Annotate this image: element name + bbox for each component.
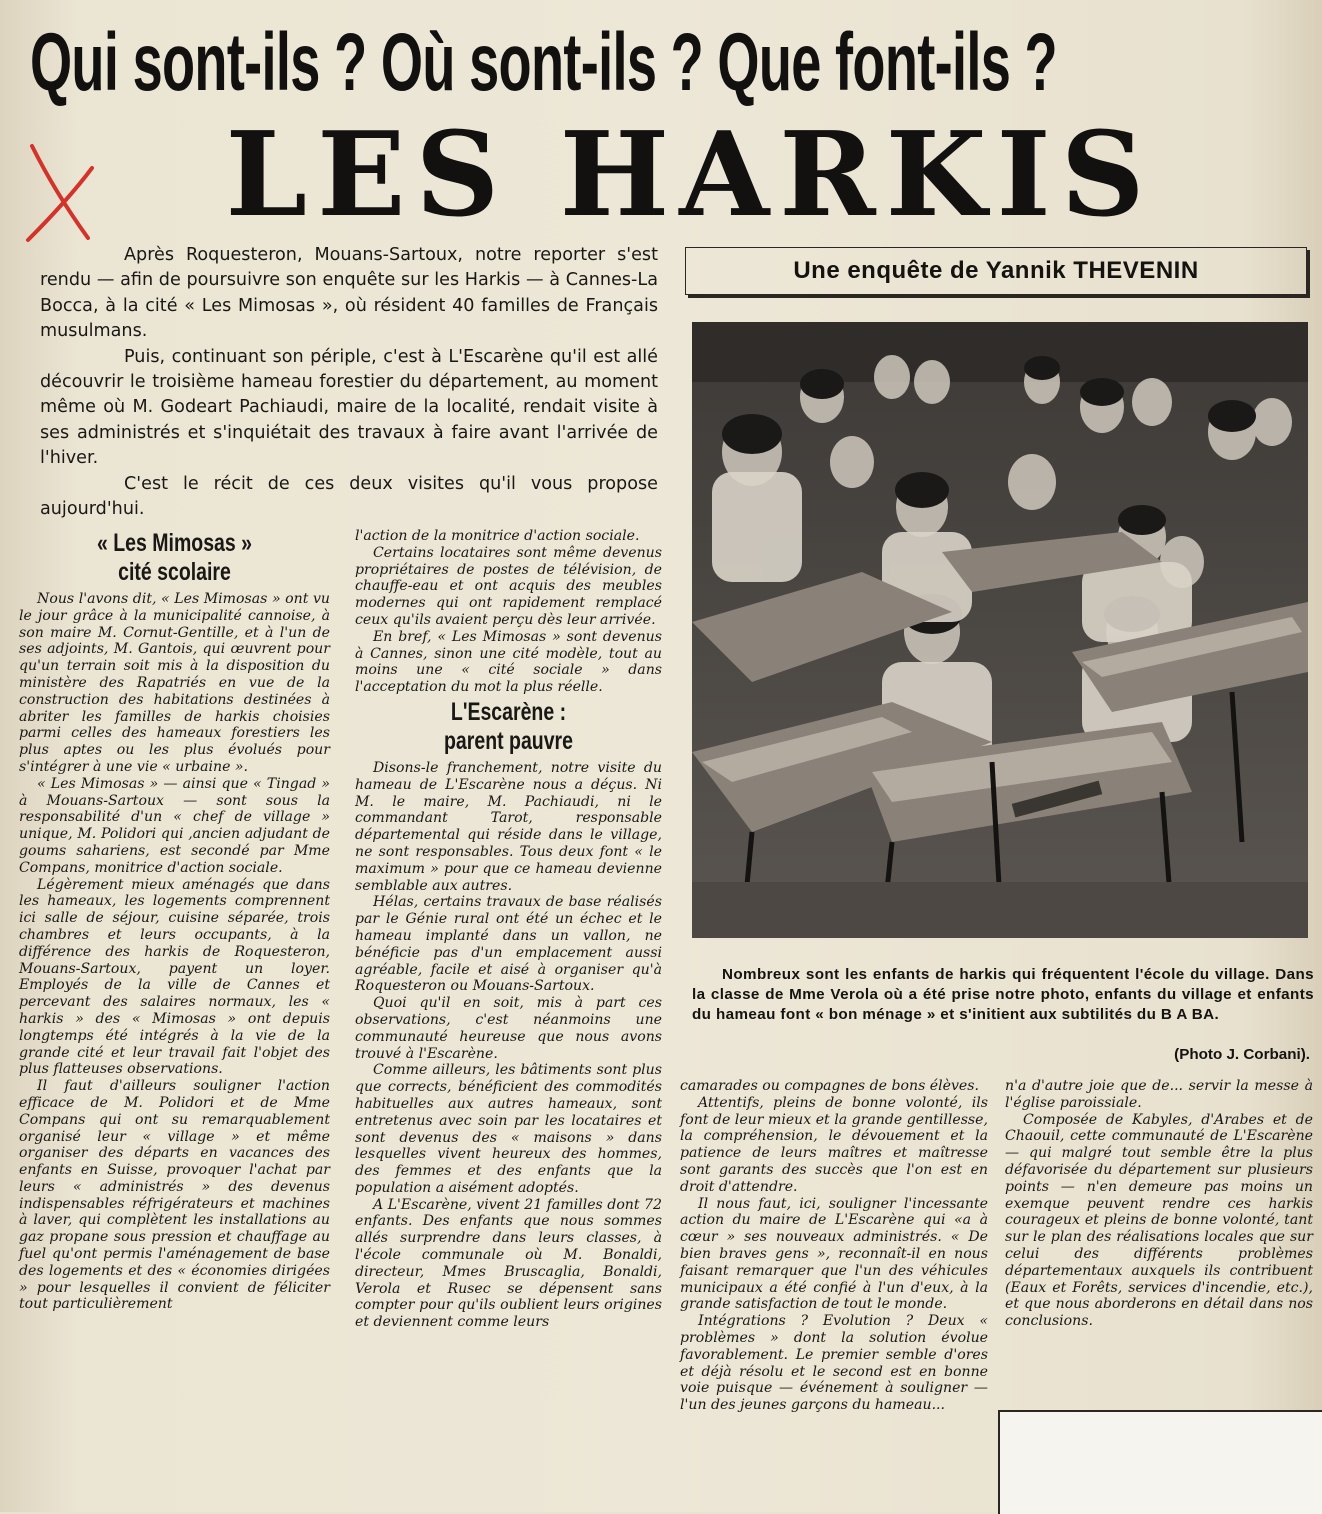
article-paragraph: l'action de la monitrice d'action sociale. [355, 528, 640, 544]
section-heading-escarene [389, 698, 628, 756]
classroom-photo [692, 322, 1308, 938]
intro-paragraph: Après Roquesteron, Mouans-Sartoux, notre reporter s'est rendu — afin de poursuivre son enquête sur les Harkis — à Cannes-La Bocca, à la cité « Les Mimosas », où résident 40 familles de Français musulmans. [40, 245, 658, 342]
article-paragraph: Composée de Kabyles, d'Arabes et de Chaouil, cette communauté de L'Escarène — qui malgré tout semble être la plus défavorisée du département sur plusieurs points — n'en demeure pas moins un exemque peuvent rendre ces harkis courageux et pleins de bonne volonté, tant sur le plan des réalisations locales que sur celui des différents problèmes départementaux auxquels ils contribuent (Eaux et Forêts, services d'incendie, etc.), et que nous aborderons en détail dans nos conclusions. [1005, 1111, 1313, 1330]
article-paragraph: camarades ou compagnes de bons élèves. [680, 1078, 979, 1094]
section-heading-line: cité scolaire [118, 558, 231, 586]
section-heading-mimosas [53, 529, 296, 587]
intro-paragraph: Puis, continuant son périple, c'est à L'Escarène qu'il est allé découvrir le troisième hameau forestier du département, au moment même où M. Godeart Pachiaudi, maire de la localité, rendait visite à ses administrés et s'inquiétait des travaux à faire avant l'arrivée de l'hiver. [40, 346, 658, 469]
article-paragraph: Quoi qu'il en soit, mis à part ces observations, c'est néanmoins une communauté heureuse que nous avons trouvé à l'Escarène. [355, 995, 662, 1062]
article-paragraph: Il nous faut, ici, souligner l'incessante action du maire de L'Escarène qui «a à cœur » ses nouveaux administrés. « De bien braves gens », reconnaît-il en nous faisant remarquer que l'un des véhicules municipaux a été confié à l'un d'eux, à la grande satisfaction de tout le monde. [680, 1195, 988, 1313]
classroom-photo-image [692, 322, 1308, 938]
intro-text [40, 243, 658, 522]
article-paragraph: Intégrations ? Evolution ? Deux « problèmes » dont la solution évolue favorablement. Le premier semble d'ores et déjà résolu et le second est en bonne voie puisque — événement à souligner — l'un des jeunes garçons du hameau... [680, 1313, 988, 1414]
headline: Qui sont-ils ? Où sont-ils ? Que font-ils ? [30, 17, 1057, 108]
section-heading-line: L'Escarène : [450, 697, 567, 726]
photo-credit: (Photo J. Corbani). [1174, 1046, 1310, 1063]
article-paragraph: Comme ailleurs, les bâtiments sont plus que corrects, bénéficient des commodités habituelles aux autres hameaux, sont entretenus avec soin par les locataires et sont devenus des « maisons » dans lesquelles vivent heureux des hommes, des femmes et des enfants que la population a aisément adoptés. [355, 1062, 662, 1196]
photo-caption-text: Nombreux sont les enfants de harkis qui fréquentent l'école du village. Dans la classe de Mme Verola où a été prise notre photo, enfants du village et enfants du hameau font « bon ménage » et s'initient aux subtilités du B A BA. [692, 966, 1314, 1023]
column-2 [355, 528, 662, 1331]
column-1 [19, 527, 330, 1313]
byline: Une enquête de Yannik THEVENIN [685, 247, 1307, 295]
column-4 [1005, 1078, 1313, 1330]
article-paragraph: Il faut d'ailleurs souligner l'action efficace de M. Polidori et de Mme Compans qui ont su remarquablement organisé leur « village » et même organiser des départs en vacances des enfants en Suisse, provoquer l'achat par leurs « administrés » des devenus indispensables réfrigérateurs et machines à laver, qui complètent les installations au gaz propane sous pression et chauffage au fuel qu'ont permis l'aménagement de base des logements et des « économies dirigées » pour lesquelles il convient de féliciter tout particulièrement [19, 1078, 330, 1313]
red-cross-mark [22, 140, 98, 246]
section-heading-line: « Les Mimosas » [96, 529, 253, 557]
column-3 [680, 1078, 988, 1414]
article-paragraph: A L'Escarène, vivent 21 familles dont 72 enfants. Des enfants que nous sommes allés surprendre dans leurs classes, à l'école communale où M. Bonaldi, directeur, Mmes Bruscaglia, Bonaldi, Verola et Rusec se dépensent sans compter pour qu'ils oublient leurs origines et deviennent comme leurs [355, 1196, 662, 1331]
adjacent-clipping-edge [998, 1410, 1322, 1514]
article-paragraph: En bref, « Les Mimosas » sont devenus à Cannes, sinon une cité modèle, tout au moins une « cité sociale » dans l'acceptation du mot la plus réelle. [355, 628, 662, 696]
main-title: LES HARKIS [225, 107, 1155, 243]
article-paragraph: Disons-le franchement, notre visite du hameau de L'Escarène nous a déçus. Ni M. le maire, M. Pachiaudi, ni le commandant Tarot, responsable départemental qui réside dans le village, ne sont responsables. Tous deux font « le maximum » pour que ce hameau devienne semblable aux autres. [355, 759, 662, 894]
article-paragraph: n'a d'autre joie que de... servir la messe à l'église paroissiale. [1005, 1078, 1313, 1111]
section-heading-line: parent pauvre [444, 726, 573, 755]
intro-paragraph: C'est le récit de ces deux visites qu'il vous propose aujourd'hui. [40, 473, 658, 520]
photo-caption [692, 965, 1314, 1025]
article-paragraph: Certains locataires sont même devenus propriétaires de postes de télévision, de chauffe-eau et ont acquis des meubles modernes qui ont rapidement remplacé ceux qu'ils avaient perçu dès leur arrivée. [355, 544, 662, 628]
article-paragraph: Légèrement mieux aménagés que dans les hameaux, les logements comprennent ici salle de séjour, cuisine séparée, trois chambres et leurs occupants, à la différence des harkis de Roquesteron, Mouans-Sartoux, payent un loyer. Employés de la ville de Cannes et percevant des salaires normaux, les « harkis » des « Mimosas » ont depuis longtemps été intégrés à la vie de la grande cité et leur travail fait l'objet des plus flatteuses observations. [19, 876, 330, 1078]
article-paragraph: Attentifs, pleins de bonne volonté, ils font de leur mieux et la grande gentillesse, la compréhension, le dévouement et la patience de leurs maîtres et maîtresse sont garants des succès que l'on est en droit d'attendre. [680, 1094, 988, 1195]
article-paragraph: « Les Mimosas » — ainsi que « Tingad » à Mouans-Sartoux — sont sous la responsabilité d'un « chef de village » unique, M. Polidori qui ,ancien adjudant de goums sahariens, est secondé par Mme Compans, monitrice d'action sociale. [19, 775, 330, 876]
article-paragraph: Hélas, certains travaux de base réalisés par le Génie rural ont été un échec et le hameau implanté dans un vallon, ne bénéficie pas d'un emplacement aussi agréable, facile et aisé à organiser qu'à Roquesteron ou Mouans-Sartoux. [355, 894, 662, 995]
article-paragraph: Nous l'avons dit, « Les Mimosas » ont vu le jour grâce à la municipalité cannoise, à son maire M. Cornut-Gentille, et à l'un de ses adjoints, M. Gantois, qui œuvrent pour qu'un terrain soit mis à la disposition du ministère des Rapatriés en vue de la construction des habitations destinées à abriter les familles de harkis choisies parmi celles des hameaux forestiers les plus aptes ou les plus évolués pour s'intégrer à une vie « urbaine ». [19, 591, 330, 775]
